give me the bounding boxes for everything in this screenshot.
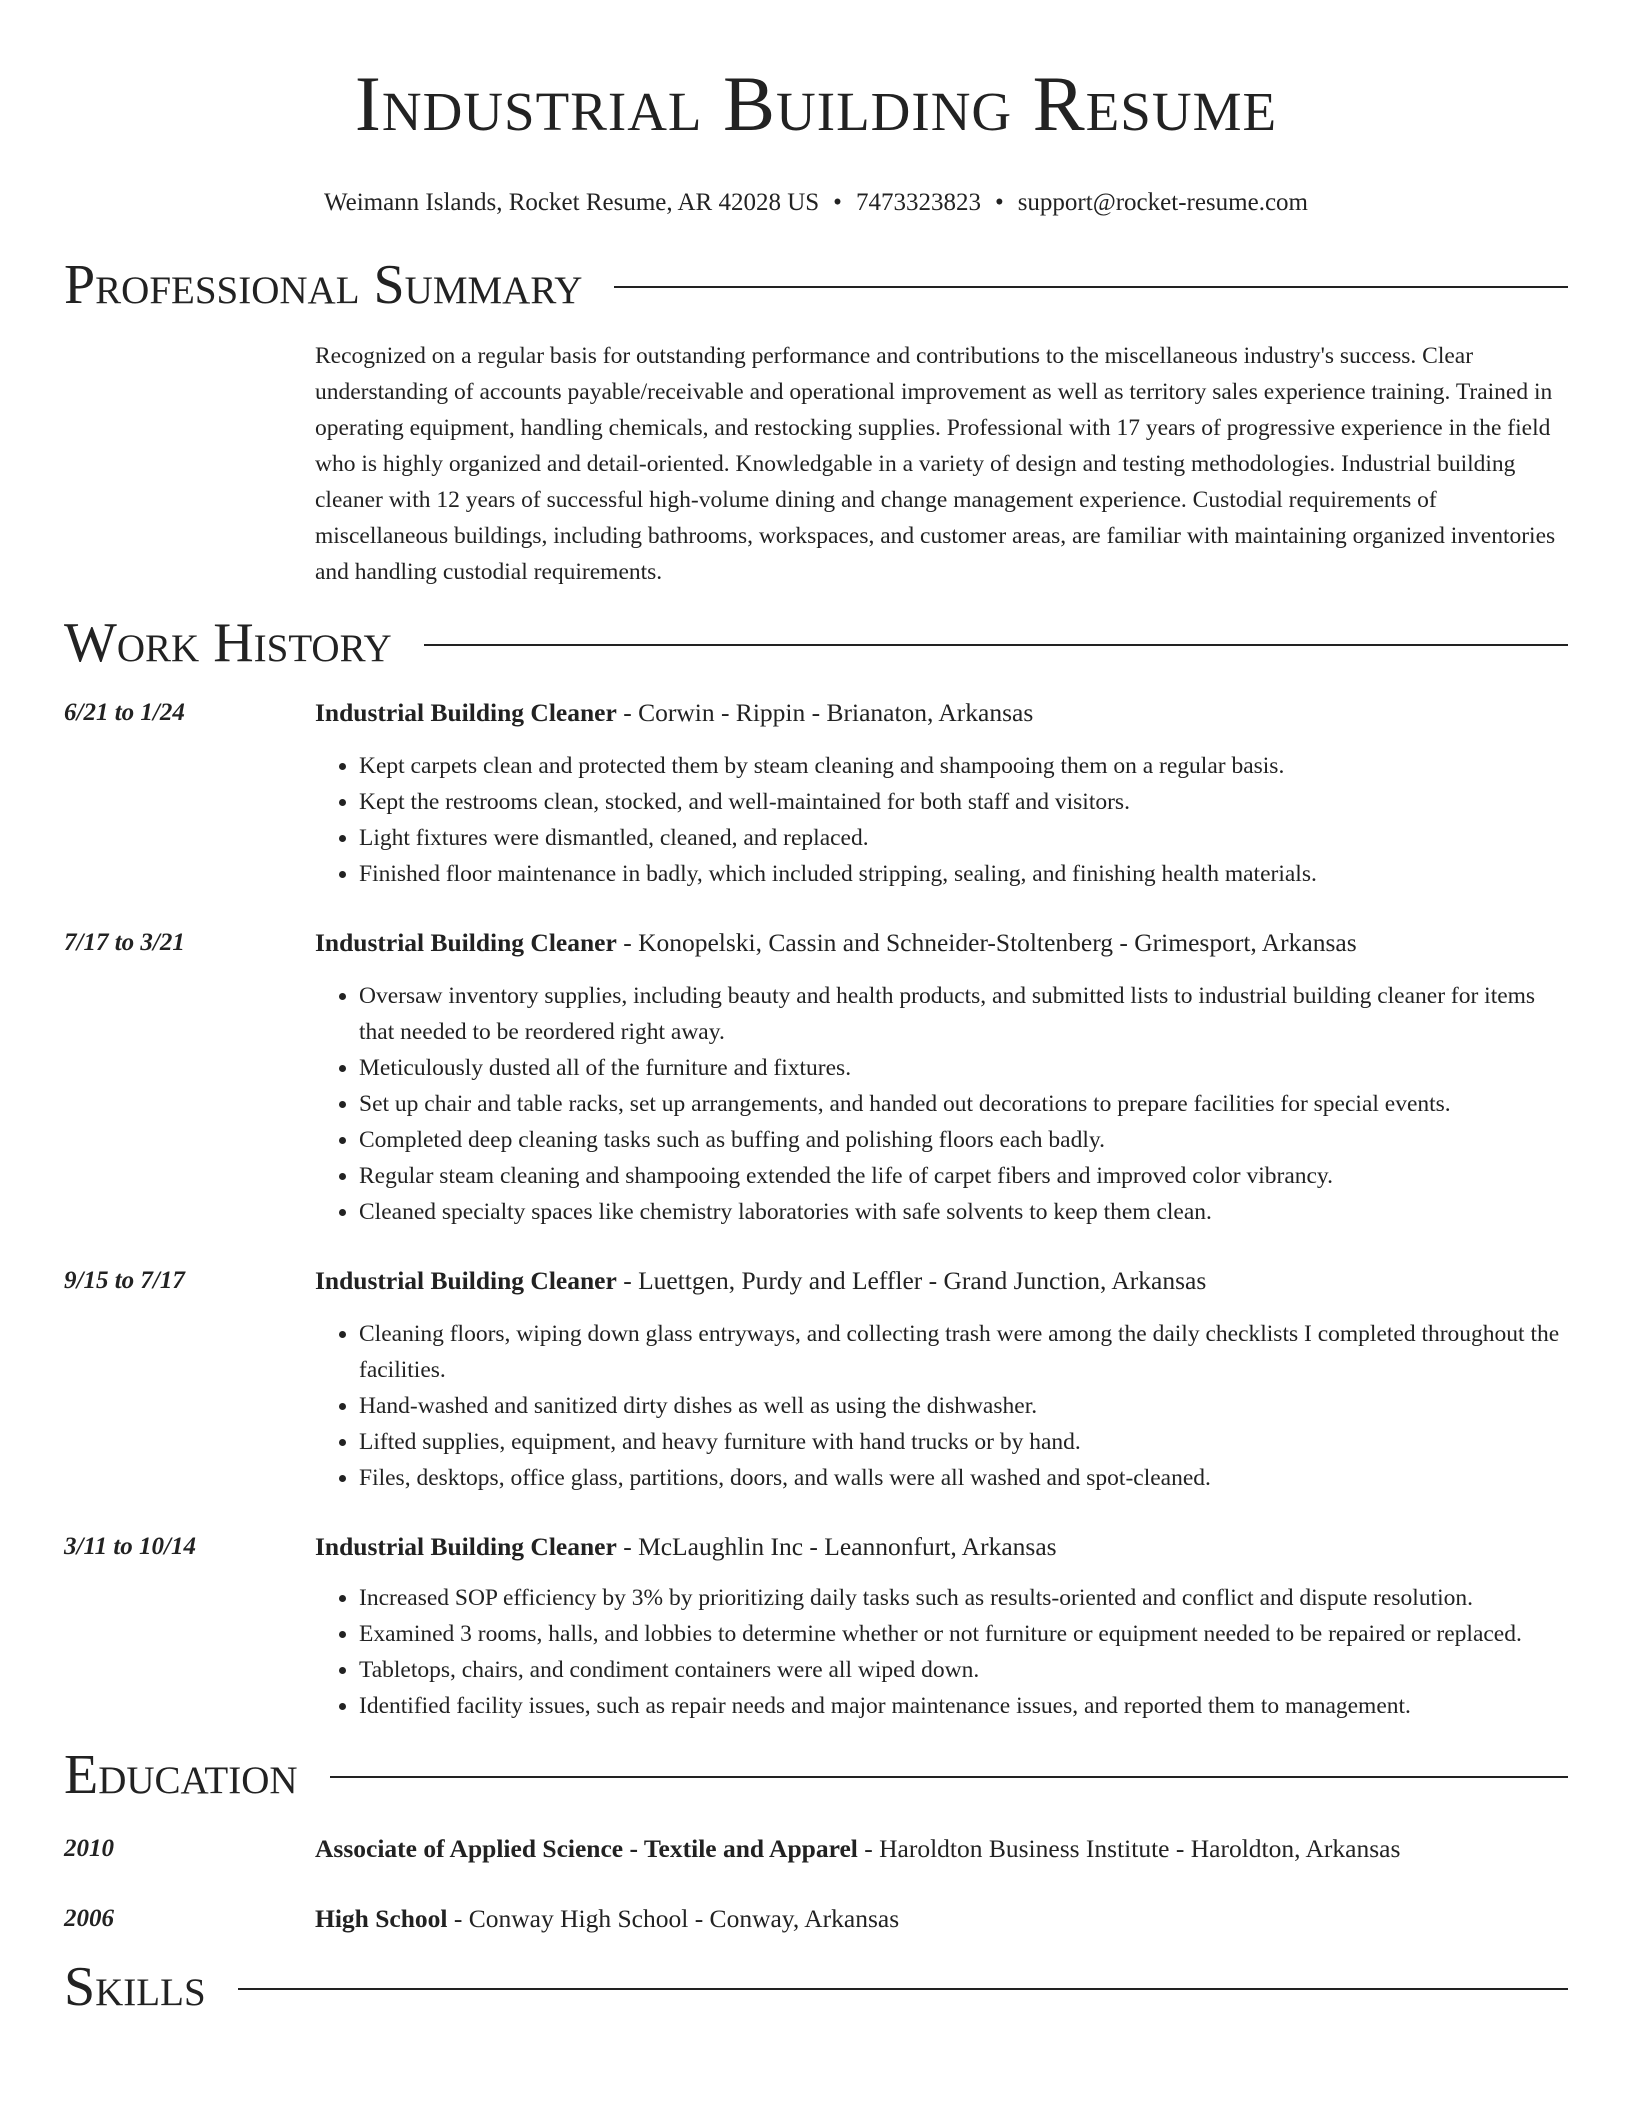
- skills-heading: Skills: [64, 1956, 206, 2018]
- job-bullet: • Regular steam cleaning and shampooing extended the life of carpet fibers and improved color vibrancy.: [359, 1158, 1568, 1194]
- job-bullets: [315, 1316, 1568, 1496]
- job-details: - Corwin - Rippin - Brianaton, Arkansas: [616, 698, 1034, 727]
- education-body: [315, 1902, 1568, 1936]
- education-entry: [64, 1902, 1568, 1936]
- section-divider: [330, 1776, 1568, 1778]
- job-details: - McLaughlin Inc - Leannonfurt, Arkansas: [616, 1532, 1057, 1561]
- job-bullet: • Oversaw inventory supplies, including beauty and health products, and submitted lists to industrial building cleaner for items that needed to be reordered right away.: [359, 978, 1568, 1050]
- job-bullet: • Meticulously dusted all of the furniture and fixtures.: [359, 1050, 1568, 1086]
- job-header: [315, 1530, 1568, 1564]
- job-header: [315, 1264, 1568, 1298]
- job-bullet: • Increased SOP efficiency by 3% by prioritizing daily tasks such as results-oriented and conflict and dispute resolution.: [359, 1580, 1568, 1616]
- education-degree: Associate of Applied Science - Textile and Apparel: [315, 1834, 858, 1863]
- job-list: [64, 696, 1568, 1724]
- education-details: - Haroldton Business Institute - Haroldton, Arkansas: [857, 1834, 1401, 1863]
- job-bullet: • Files, desktops, office glass, partitions, doors, and walls were all washed and spot-cleaned.: [359, 1460, 1568, 1496]
- job-dates: 9/15 to 7/17: [64, 1267, 185, 1294]
- job-bullet: • Tabletops, chairs, and condiment containers were all wiped down.: [359, 1652, 1568, 1688]
- job-header: [315, 926, 1568, 960]
- summary-text: Recognized on a regular basis for outstanding performance and contributions to the miscellaneous industry's success. Clear understanding of accounts payable/receivable and operational improvement as well as territory sales experience training. Trained in operating equipment, handling chemicals, and restocking supplies. Professional with 17 years of progressive experience in the field who is highly organized and detail-oriented. Knowledgable in a variety of design and testing methodologies. Industrial building cleaner with 12 years of successful high-volume dining and change management experience. Custodial requirements of miscellaneous buildings, including bathrooms, workspaces, and customer areas, are familiar with maintaining organized inventories and handling custodial requirements.: [315, 343, 1556, 585]
- job-bullet: • Completed deep cleaning tasks such as buffing and polishing floors each badly.: [359, 1122, 1568, 1158]
- job-header: [315, 696, 1568, 730]
- job-body: [315, 696, 1568, 892]
- contact-line: [64, 188, 1568, 218]
- job-entry: [64, 1530, 1568, 1724]
- job-role: Industrial Building Cleaner: [315, 1266, 617, 1295]
- contact-phone: 7473323823: [855, 189, 981, 216]
- job-bullet: • Set up chair and table racks, set up arrangements, and handed out decorations to prepare facilities for special events.: [359, 1086, 1568, 1122]
- job-bullets: [315, 1580, 1568, 1724]
- education-details: - Conway High School - Conway, Arkansas: [447, 1904, 900, 1933]
- education-heading: Education: [64, 1744, 298, 1806]
- job-bullet: • Kept the restrooms clean, stocked, and well-maintained for both staff and visitors.: [359, 784, 1568, 820]
- section-divider: [238, 1988, 1568, 1990]
- job-details: - Konopelski, Cassin and Schneider-Stoltenberg - Grimesport, Arkansas: [616, 928, 1357, 957]
- section-divider: [424, 644, 1568, 646]
- job-body: [315, 1530, 1568, 1724]
- job-bullet: • Hand-washed and sanitized dirty dishes as well as using the dishwasher.: [359, 1388, 1568, 1424]
- job-role: Industrial Building Cleaner: [315, 698, 617, 727]
- job-bullet: • Identified facility issues, such as repair needs and major maintenance issues, and reported them to management.: [359, 1688, 1568, 1724]
- job-bullet: • Kept carpets clean and protected them by steam cleaning and shampooing them on a regular basis.: [359, 748, 1568, 784]
- job-entry: [64, 926, 1568, 1230]
- resume-title: Industrial Building Resume: [354, 60, 1278, 147]
- job-bullet: • Cleaning floors, wiping down glass entryways, and collecting trash were among the daily checklists I completed throughout the facilities.: [359, 1316, 1568, 1388]
- education-entry: [64, 1832, 1568, 1866]
- education-section-header: [64, 1744, 1568, 1806]
- education-year: 2006: [64, 1905, 114, 1932]
- summary-section-header: [64, 254, 1568, 316]
- education-body: [315, 1832, 1568, 1866]
- work-heading: Work History: [64, 612, 392, 674]
- job-bullets: [315, 978, 1568, 1230]
- job-body: [315, 1264, 1568, 1496]
- job-body: [315, 926, 1568, 1230]
- job-bullets: [315, 748, 1568, 892]
- job-dates: 6/21 to 1/24: [64, 699, 185, 726]
- job-role: Industrial Building Cleaner: [315, 928, 617, 957]
- job-entry: [64, 696, 1568, 892]
- contact-separator: •: [994, 189, 1004, 216]
- summary-heading: Professional Summary: [64, 254, 583, 316]
- job-dates: 3/11 to 10/14: [64, 1533, 196, 1560]
- education-year: 2010: [64, 1835, 114, 1862]
- contact-email[interactable]: support@rocket-resume.com: [1017, 189, 1308, 216]
- job-dates: 7/17 to 3/21: [64, 929, 185, 956]
- job-details: - Luettgen, Purdy and Leffler - Grand Junction, Arkansas: [616, 1266, 1207, 1295]
- skills-section-header: [64, 1956, 1568, 2018]
- section-divider: [614, 286, 1568, 288]
- work-section-header: [64, 612, 1568, 674]
- job-bullet: • Examined 3 rooms, halls, and lobbies to determine whether or not furniture or equipment needed to be repaired or replaced.: [359, 1616, 1568, 1652]
- job-entry: [64, 1264, 1568, 1496]
- education-degree: High School: [315, 1904, 448, 1933]
- job-bullet: • Finished floor maintenance in badly, which included stripping, sealing, and finishing health materials.: [359, 856, 1568, 892]
- job-bullet: • Lifted supplies, equipment, and heavy furniture with hand trucks or by hand.: [359, 1424, 1568, 1460]
- job-bullet: • Cleaned specialty spaces like chemistry laboratories with safe solvents to keep them clean.: [359, 1194, 1568, 1230]
- job-role: Industrial Building Cleaner: [315, 1532, 617, 1561]
- contact-separator: •: [833, 189, 842, 216]
- contact-address: Weimann Islands, Rocket Resume, AR 42028 US: [324, 189, 820, 216]
- job-bullet: • Light fixtures were dismantled, cleaned, and replaced.: [359, 820, 1568, 856]
